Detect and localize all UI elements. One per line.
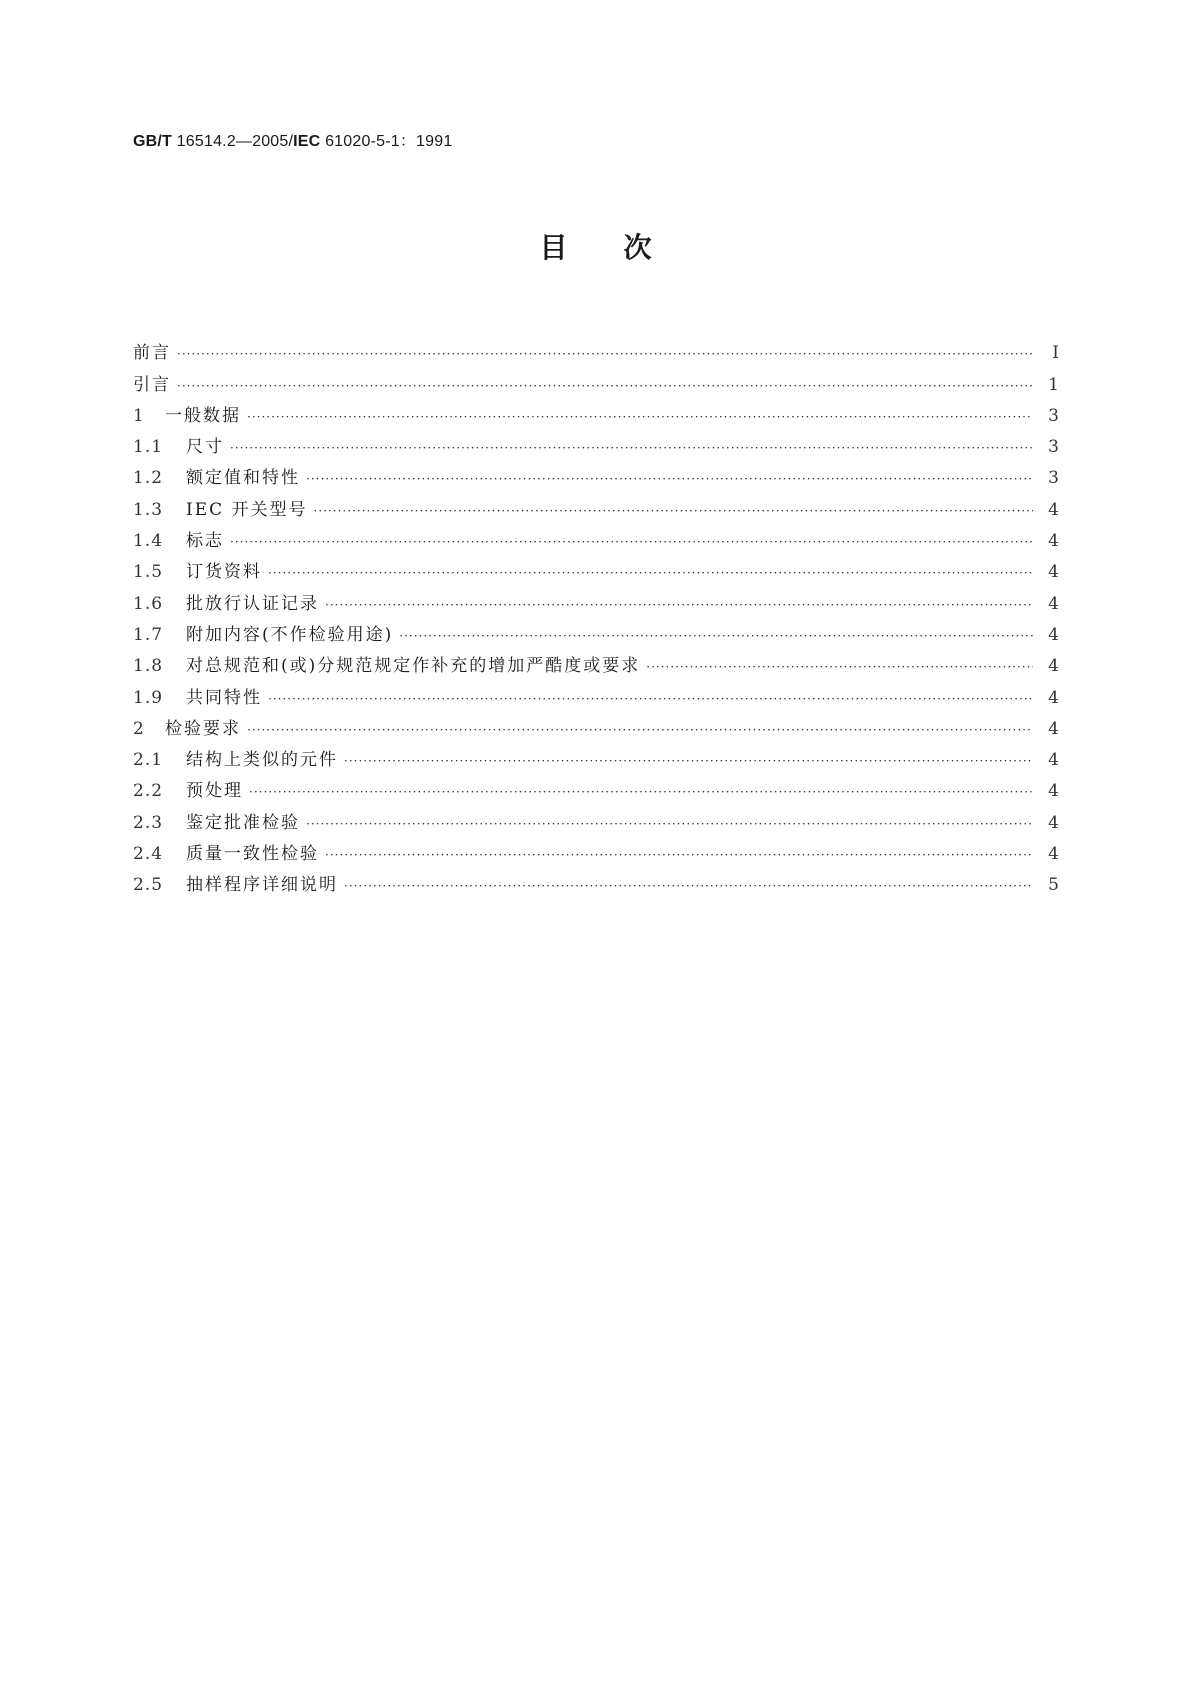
toc-dot-leader: [268, 566, 1033, 582]
toc-entry[interactable]: [133, 739, 1059, 770]
toc-entry-text: 订货资料: [186, 562, 262, 583]
standard-prefix: GB/T: [133, 133, 173, 150]
toc-dot-leader: [646, 660, 1033, 676]
toc-entry[interactable]: [133, 395, 1059, 426]
toc-dot-leader: [177, 347, 1033, 363]
toc-entry-number: 1.8: [133, 656, 164, 677]
toc-dot-leader: [344, 754, 1033, 770]
toc-dot-leader: [249, 785, 1033, 801]
toc-entry-text: 前言: [133, 343, 171, 364]
toc-dot-leader: [325, 598, 1033, 614]
toc-entry-text: 质量一致性检验: [186, 844, 319, 865]
toc-entry[interactable]: [133, 488, 1059, 519]
toc-entry-label: [133, 406, 247, 426]
toc-entry[interactable]: [133, 520, 1059, 551]
toc-entry-page: 5: [1048, 875, 1059, 896]
toc-entry-text: 检验要求: [165, 718, 241, 739]
toc-entry-label: [133, 531, 230, 551]
toc-entry-number: 1.1: [133, 437, 164, 458]
document-code: [133, 128, 452, 151]
toc-entry-label: [133, 656, 646, 676]
toc-entry[interactable]: [133, 833, 1059, 864]
toc-entry-page: 4: [1048, 718, 1059, 739]
toc-entry-label: [133, 719, 247, 739]
toc-entry-label: [133, 500, 314, 520]
toc-dot-leader: [306, 817, 1033, 833]
toc-entry-text: 批放行认证记录: [186, 593, 319, 614]
toc-entry-page: 4: [1048, 812, 1059, 833]
toc-dot-leader: [325, 848, 1033, 864]
toc-entry-label: [133, 781, 249, 801]
toc-entry-text: 一般数据: [165, 405, 241, 426]
toc-dot-leader: [399, 629, 1033, 645]
toc-entry[interactable]: [133, 645, 1059, 676]
toc-entry-text: 对总规范和(或)分规范规定作补充的增加严酷度或要求: [186, 656, 641, 677]
toc-entry-number: 2: [133, 718, 145, 739]
toc-entry-text: IEC 开关型号: [186, 499, 308, 520]
toc-entry-text: 结构上类似的元件: [186, 750, 338, 771]
toc-entry[interactable]: [133, 864, 1059, 895]
toc-dot-leader: [306, 472, 1033, 488]
toc-dot-leader: [344, 879, 1033, 895]
toc-entry-number: 2.2: [133, 781, 164, 802]
toc-entry-label: [133, 750, 344, 770]
toc-entry-page: 4: [1048, 562, 1059, 583]
toc-entry-text: 额定值和特性: [186, 468, 300, 489]
toc-entry-page: 3: [1048, 405, 1059, 426]
toc-entry-label: [133, 844, 325, 864]
toc-entry-text: 共同特性: [186, 687, 262, 708]
toc-dot-leader: [314, 504, 1033, 520]
toc-entry-label: [133, 688, 268, 708]
toc-entry-number: 1.3: [133, 499, 164, 520]
toc-entry[interactable]: [133, 676, 1059, 707]
toc-entry-label: [133, 625, 399, 645]
toc-entry-label: [133, 562, 268, 582]
toc-entry-page: 4: [1048, 531, 1059, 552]
toc-dot-leader: [177, 379, 1033, 395]
toc-dot-leader: [230, 535, 1033, 551]
iec-prefix: IEC: [293, 133, 321, 150]
toc-entry-page: 4: [1048, 656, 1059, 677]
toc-entry-number: 2.4: [133, 844, 164, 865]
toc-entry-label: [133, 468, 306, 488]
toc-entry-text: 鉴定批准检验: [186, 812, 300, 833]
toc-entry-number: 2.1: [133, 750, 164, 771]
toc-entry-page: Ⅰ: [1052, 343, 1059, 364]
toc-entry[interactable]: [133, 457, 1059, 488]
toc-entry[interactable]: [133, 582, 1059, 613]
toc-entry-number: 1.2: [133, 468, 164, 489]
toc-entry-number: 1: [133, 405, 145, 426]
toc-entry[interactable]: [133, 363, 1059, 394]
toc-entry-label: [133, 343, 177, 363]
toc-entry-page: 4: [1048, 687, 1059, 708]
toc-entry-text: 引言: [133, 374, 171, 395]
toc-entry-page: 1: [1048, 374, 1059, 395]
toc-entry-label: [133, 594, 325, 614]
toc-entry-page: 4: [1048, 499, 1059, 520]
toc-entry-number: 1.7: [133, 624, 164, 645]
toc-entry-text: 尺寸: [186, 437, 224, 458]
iec-number: 61020-5-1：1991: [320, 133, 453, 150]
toc-entry[interactable]: [133, 332, 1059, 363]
toc-dot-leader: [247, 410, 1033, 426]
toc-entry-label: [133, 375, 177, 395]
toc-entry-page: 3: [1048, 437, 1059, 458]
toc-entry-text: 预处理: [186, 781, 243, 802]
toc-dot-leader: [230, 441, 1033, 457]
toc-entry-text: 标志: [186, 531, 224, 552]
toc-entry-number: 1.4: [133, 531, 164, 552]
toc-title: 目次: [539, 231, 708, 264]
standard-number: 16514.2—2005/: [172, 133, 294, 150]
toc-entry-label: [133, 813, 306, 833]
toc-entry-label: [133, 437, 230, 457]
toc-entry-text: 附加内容(不作检验用途): [186, 624, 394, 645]
toc-entry-number: 1.9: [133, 687, 164, 708]
toc-entry-number: 2.5: [133, 875, 164, 896]
toc-entry-page: 4: [1048, 781, 1059, 802]
toc-entry-label: [133, 875, 344, 895]
toc-entry-page: 4: [1048, 593, 1059, 614]
toc-entry-page: 3: [1048, 468, 1059, 489]
toc-entry[interactable]: [133, 770, 1059, 801]
table-of-contents: [133, 332, 1059, 895]
toc-entry-number: 1.6: [133, 593, 164, 614]
toc-entry[interactable]: [133, 801, 1059, 832]
toc-entry[interactable]: [133, 708, 1059, 739]
toc-entry[interactable]: [133, 614, 1059, 645]
toc-entry[interactable]: [133, 551, 1059, 582]
toc-entry-number: 2.3: [133, 812, 164, 833]
toc-entry-number: 1.5: [133, 562, 164, 583]
toc-dot-leader: [268, 692, 1033, 708]
toc-entry-page: 4: [1048, 624, 1059, 645]
toc-entry-text: 抽样程序详细说明: [186, 875, 338, 896]
toc-entry[interactable]: [133, 426, 1059, 457]
toc-entry-page: 4: [1048, 844, 1059, 865]
toc-dot-leader: [247, 723, 1033, 739]
toc-entry-page: 4: [1048, 750, 1059, 771]
